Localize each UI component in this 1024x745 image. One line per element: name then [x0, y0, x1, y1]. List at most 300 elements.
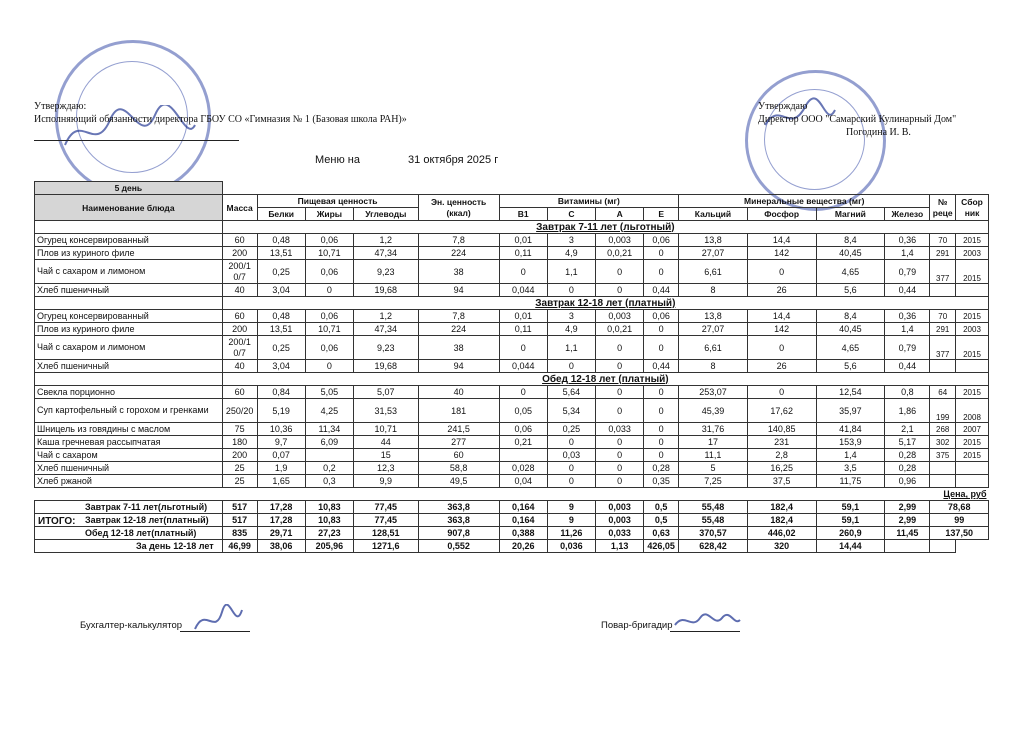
- totals-value: 17,28: [257, 514, 305, 527]
- cell-value: 0,21: [499, 436, 547, 449]
- cell-value: 0: [596, 475, 644, 488]
- cell-value: 0,11: [499, 247, 547, 260]
- cell-value: 12,54: [816, 386, 885, 399]
- totals-value: 0,388: [499, 527, 547, 540]
- cell-value: 15: [353, 449, 418, 462]
- col-sub-header: Белки: [257, 208, 305, 221]
- cell-value: 10,71: [305, 323, 353, 336]
- cell-value: 0: [547, 436, 595, 449]
- cell-value: [930, 284, 956, 297]
- cell-value: 94: [418, 284, 499, 297]
- day-total-value: 320: [747, 540, 816, 553]
- cell-value: 12,3: [353, 462, 418, 475]
- cell-value: 11,75: [816, 475, 885, 488]
- cell-value: 4,65: [816, 336, 885, 360]
- totals-value: 11,26: [547, 527, 595, 540]
- cell-value: 200: [222, 247, 257, 260]
- table-row: [35, 323, 989, 336]
- cell-value: 3: [547, 310, 595, 323]
- dish-name: Хлеб ржаной: [35, 475, 223, 488]
- cell-value: 1,1: [547, 336, 595, 360]
- cell-value: 0,06: [644, 310, 679, 323]
- cell-value: 180: [222, 436, 257, 449]
- cell-value: 0,0,21: [596, 247, 644, 260]
- cell-value: 0,36: [885, 310, 930, 323]
- cell-value: 241,5: [418, 423, 499, 436]
- cell-value: 41,84: [816, 423, 885, 436]
- day-total-value: 20,26: [499, 540, 547, 553]
- cell-value: [956, 284, 989, 297]
- cell-value: 231: [747, 436, 816, 449]
- cell-value: 14,4: [747, 310, 816, 323]
- dish-name: Огурец консервированный: [35, 310, 223, 323]
- cell-value: 0,48: [257, 310, 305, 323]
- cell-value: 2015: [956, 449, 989, 462]
- cell-value: 291: [930, 323, 956, 336]
- totals-value: 0,5: [644, 501, 679, 514]
- day-total-value: 0,036: [547, 540, 595, 553]
- cell-value: 26: [747, 284, 816, 297]
- cell-value: 6,61: [679, 336, 748, 360]
- approval-block-left: [34, 100, 407, 126]
- cell-value: 7,25: [679, 475, 748, 488]
- cell-value: 44: [353, 436, 418, 449]
- cell-value: 0,28: [885, 449, 930, 462]
- menu-date: 31 октября 2025 г: [408, 154, 499, 166]
- col-vitamins-header: Витамины (мг): [499, 195, 678, 208]
- dish-name: Плов из куриного филе: [35, 323, 223, 336]
- cell-value: 377: [930, 260, 956, 284]
- section-title: Обед 12-18 лет (платный): [222, 373, 988, 386]
- col-sub-header: Жиры: [305, 208, 353, 221]
- cell-value: 70: [930, 310, 956, 323]
- cell-value: 8: [679, 284, 748, 297]
- totals-label-cell: [35, 527, 223, 540]
- empty-cell: [930, 540, 956, 553]
- day-total-value: 0,552: [418, 540, 499, 553]
- cell-value: 13,51: [257, 323, 305, 336]
- cell-value: 0,003: [596, 310, 644, 323]
- day-label: 5 день: [35, 182, 223, 195]
- cell-value: 0,04: [499, 475, 547, 488]
- cell-value: 40,45: [816, 323, 885, 336]
- totals-value: 907,8: [418, 527, 499, 540]
- cell-value: 9,23: [353, 336, 418, 360]
- cell-value: 0,96: [885, 475, 930, 488]
- cell-value: 60: [222, 234, 257, 247]
- dish-name: Суп картофельный с горохом и гренками: [35, 399, 223, 423]
- cell-value: 47,34: [353, 247, 418, 260]
- cell-value: 40: [222, 284, 257, 297]
- cell-value: 19,68: [353, 284, 418, 297]
- cell-value: 5,6: [816, 360, 885, 373]
- cell-value: 49,5: [418, 475, 499, 488]
- totals-value: 363,8: [418, 514, 499, 527]
- cell-value: 6,09: [305, 436, 353, 449]
- col-energy-header: Эн. ценность (ккал): [418, 195, 499, 221]
- day-total-value: 1,13: [596, 540, 644, 553]
- cell-value: 0,01: [499, 310, 547, 323]
- cell-value: 377: [930, 336, 956, 360]
- totals-value: 2,99: [885, 514, 930, 527]
- cell-value: 0,44: [644, 284, 679, 297]
- day-total-value: 205,96: [305, 540, 353, 553]
- day-total-value: 628,42: [679, 540, 748, 553]
- cell-value: 0,79: [885, 336, 930, 360]
- cell-value: 0: [644, 423, 679, 436]
- price-value: 99: [930, 514, 989, 527]
- table-row: [35, 284, 989, 297]
- totals-value: 182,4: [747, 501, 816, 514]
- empty-cell: [885, 540, 930, 553]
- menu-title: [315, 154, 498, 166]
- cell-value: 0,003: [596, 234, 644, 247]
- cell-value: 4,25: [305, 399, 353, 423]
- cell-value: [930, 462, 956, 475]
- cell-value: 0,06: [644, 234, 679, 247]
- cell-value: 58,8: [418, 462, 499, 475]
- col-collection-header: Сбор ник: [956, 195, 989, 221]
- cell-value: 200: [222, 323, 257, 336]
- section-title: Завтрак 7-11 лет (льготный): [222, 221, 988, 234]
- cell-value: 0,28: [885, 462, 930, 475]
- cell-value: 181: [418, 399, 499, 423]
- totals-row: [35, 501, 989, 514]
- cell-value: 0: [644, 260, 679, 284]
- cell-value: 16,25: [747, 462, 816, 475]
- cell-value: 5,07: [353, 386, 418, 399]
- totals-label: Завтрак 7-11 лет(льготный): [85, 502, 208, 512]
- cell-value: 0,28: [644, 462, 679, 475]
- cell-value: 2015: [956, 386, 989, 399]
- cell-value: 0: [596, 284, 644, 297]
- cell-value: 4,9: [547, 323, 595, 336]
- totals-value: 77,45: [353, 501, 418, 514]
- cell-value: 10,71: [353, 423, 418, 436]
- cell-value: 200: [222, 449, 257, 462]
- col-sub-header: Кальций: [679, 208, 748, 221]
- cell-value: 11,1: [679, 449, 748, 462]
- cell-value: 0: [547, 360, 595, 373]
- col-sub-header: A: [596, 208, 644, 221]
- cell-value: 0: [644, 436, 679, 449]
- cell-value: [930, 360, 956, 373]
- totals-value: 9: [547, 514, 595, 527]
- cell-value: 0: [644, 399, 679, 423]
- cell-value: 40: [418, 386, 499, 399]
- cell-value: 0,01: [499, 234, 547, 247]
- cell-value: 38: [418, 260, 499, 284]
- cell-value: 0,06: [499, 423, 547, 436]
- cell-value: 1,65: [257, 475, 305, 488]
- cell-value: 5: [679, 462, 748, 475]
- table-row: [35, 260, 989, 284]
- totals-value: 260,9: [816, 527, 885, 540]
- totals-value: 2,99: [885, 501, 930, 514]
- day-total-value: 426,05: [644, 540, 679, 553]
- cell-value: 0,25: [257, 336, 305, 360]
- totals-value: 517: [222, 514, 257, 527]
- cell-value: 0,06: [305, 234, 353, 247]
- table-row: [35, 449, 989, 462]
- cell-value: 17,62: [747, 399, 816, 423]
- totals-value: 27,23: [305, 527, 353, 540]
- col-minerals-header: Минеральные вещества (мг): [679, 195, 930, 208]
- cell-value: 13,51: [257, 247, 305, 260]
- price-header: Цена, руб: [943, 489, 987, 499]
- col-sub-header: Углеводы: [353, 208, 418, 221]
- cell-value: 0: [596, 386, 644, 399]
- table-row: [35, 475, 989, 488]
- cell-value: 31,76: [679, 423, 748, 436]
- cell-value: 0,11: [499, 323, 547, 336]
- cell-value: [930, 475, 956, 488]
- cell-value: 0,44: [644, 360, 679, 373]
- cell-value: 2007: [956, 423, 989, 436]
- cell-value: 0,2: [305, 462, 353, 475]
- price-value: 137,50: [930, 527, 989, 540]
- cell-value: 0,044: [499, 284, 547, 297]
- menu-table: [34, 181, 989, 553]
- cell-value: 0,033: [596, 423, 644, 436]
- cell-value: 4,65: [816, 260, 885, 284]
- col-mass-header: Масса: [222, 195, 257, 221]
- totals-row: [35, 527, 989, 540]
- cell-value: 35,97: [816, 399, 885, 423]
- cell-value: 302: [930, 436, 956, 449]
- totals-value: 55,48: [679, 514, 748, 527]
- cell-value: 0,06: [305, 336, 353, 360]
- col-sub-header: Железо: [885, 208, 930, 221]
- cell-value: 2,8: [747, 449, 816, 462]
- cell-value: 2015: [956, 310, 989, 323]
- cell-value: 13,8: [679, 234, 748, 247]
- col-sub-header: Магний: [816, 208, 885, 221]
- totals-value: 363,8: [418, 501, 499, 514]
- day-total-label: За день 12-18 лет: [35, 540, 223, 553]
- table-row: [35, 310, 989, 323]
- cell-value: 291: [930, 247, 956, 260]
- cell-value: 94: [418, 360, 499, 373]
- cell-value: 40,45: [816, 247, 885, 260]
- cell-value: 0,07: [257, 449, 305, 462]
- cell-value: 0: [644, 449, 679, 462]
- totals-value: 0,5: [644, 514, 679, 527]
- cell-value: 7,8: [418, 234, 499, 247]
- cell-value: 0: [305, 360, 353, 373]
- cell-value: 3: [547, 234, 595, 247]
- cell-value: 200/10/7: [222, 260, 257, 284]
- table-row: [35, 336, 989, 360]
- dish-name: Плов из куриного филе: [35, 247, 223, 260]
- totals-value: 0,033: [596, 527, 644, 540]
- cell-value: 0: [596, 360, 644, 373]
- cell-value: 199: [930, 399, 956, 423]
- cell-value: 0,06: [305, 310, 353, 323]
- dish-name: Чай с сахаром: [35, 449, 223, 462]
- cell-value: [956, 475, 989, 488]
- table-row: [35, 423, 989, 436]
- cell-value: 0,25: [547, 423, 595, 436]
- cell-value: 0,028: [499, 462, 547, 475]
- signature-line-left: [34, 140, 239, 141]
- cell-value: 11,34: [305, 423, 353, 436]
- cell-value: [956, 462, 989, 475]
- cell-value: 25: [222, 462, 257, 475]
- cell-value: 8: [679, 360, 748, 373]
- day-total-value: 14,44: [816, 540, 885, 553]
- totals-label-cell: ИТОГО: Завтрак 7-11 лет(льготный): [35, 501, 223, 514]
- cell-value: 277: [418, 436, 499, 449]
- cell-value: 0: [747, 386, 816, 399]
- cell-value: 0: [596, 449, 644, 462]
- totals-value: 0,63: [644, 527, 679, 540]
- cell-value: 0,8: [885, 386, 930, 399]
- day-total-row: [35, 540, 989, 553]
- approve-label: Утверждаю:: [34, 101, 87, 112]
- cell-value: 2003: [956, 247, 989, 260]
- cell-value: 40: [222, 360, 257, 373]
- accountant-label: Бухгалтер-калькулятор: [80, 620, 183, 631]
- totals-value: 182,4: [747, 514, 816, 527]
- section-title: Завтрак 12-18 лет (платный): [222, 297, 988, 310]
- dish-name: Хлеб пшеничный: [35, 360, 223, 373]
- totals-value: 370,57: [679, 527, 748, 540]
- cell-value: 8,4: [816, 234, 885, 247]
- cell-value: 2015: [956, 234, 989, 247]
- cell-value: 0: [747, 336, 816, 360]
- cell-value: 1,4: [816, 449, 885, 462]
- table-row: [35, 234, 989, 247]
- cell-value: 0: [547, 475, 595, 488]
- cell-value: 5,17: [885, 436, 930, 449]
- cell-value: 3,04: [257, 360, 305, 373]
- cell-value: 9,9: [353, 475, 418, 488]
- cell-value: 5,6: [816, 284, 885, 297]
- cell-value: 1,1: [547, 260, 595, 284]
- accountant-signature: [190, 604, 245, 639]
- table-row: [35, 399, 989, 423]
- dish-name: Хлеб пшеничный: [35, 284, 223, 297]
- cell-value: 0,44: [885, 360, 930, 373]
- cell-value: 1,2: [353, 234, 418, 247]
- cell-value: 27,07: [679, 247, 748, 260]
- cell-value: 0: [499, 336, 547, 360]
- cell-value: 1,9: [257, 462, 305, 475]
- dish-name: Свекла порционно: [35, 386, 223, 399]
- cell-value: 2,1: [885, 423, 930, 436]
- cell-value: 8,4: [816, 310, 885, 323]
- col-sub-header: Фосфор: [747, 208, 816, 221]
- cell-value: 2008: [956, 399, 989, 423]
- cell-value: 0: [547, 284, 595, 297]
- col-nutrition-header: Пищевая ценность: [257, 195, 418, 208]
- cell-value: 0: [499, 260, 547, 284]
- cell-value: 60: [222, 386, 257, 399]
- cell-value: 0,3: [305, 475, 353, 488]
- cell-value: 3,5: [816, 462, 885, 475]
- cell-value: 0: [644, 336, 679, 360]
- cell-value: 142: [747, 323, 816, 336]
- dish-name: Чай с сахаром и лимоном: [35, 336, 223, 360]
- cell-value: 0,84: [257, 386, 305, 399]
- cell-value: 14,4: [747, 234, 816, 247]
- cell-value: 140,85: [747, 423, 816, 436]
- cell-value: 25: [222, 475, 257, 488]
- cell-value: 0,48: [257, 234, 305, 247]
- cell-value: 10,36: [257, 423, 305, 436]
- cell-value: 75: [222, 423, 257, 436]
- cell-value: 6,61: [679, 260, 748, 284]
- cell-value: 0,44: [885, 284, 930, 297]
- cell-value: 17: [679, 436, 748, 449]
- cell-value: 1,4: [885, 323, 930, 336]
- totals-value: 0,164: [499, 501, 547, 514]
- cell-value: 0,36: [885, 234, 930, 247]
- cell-value: 375: [930, 449, 956, 462]
- cell-value: 0: [747, 260, 816, 284]
- day-total-value: 38,06: [257, 540, 305, 553]
- cell-value: 0: [596, 260, 644, 284]
- cell-value: 0,0,21: [596, 323, 644, 336]
- totals-value: 59,1: [816, 514, 885, 527]
- cell-value: 2015: [956, 436, 989, 449]
- cell-value: 0: [499, 386, 547, 399]
- cell-value: 7,8: [418, 310, 499, 323]
- totals-value: 0,003: [596, 501, 644, 514]
- cell-value: [956, 360, 989, 373]
- cell-value: 1,4: [885, 247, 930, 260]
- dish-name: Каша гречневая рассыпчатая: [35, 436, 223, 449]
- spacer: [35, 488, 930, 501]
- day-total-value: 46,99: [222, 540, 257, 553]
- dish-name: Огурец консервированный: [35, 234, 223, 247]
- cell-value: 70: [930, 234, 956, 247]
- totals-value: 835: [222, 527, 257, 540]
- approver-title: Директор ООО "Самарский Кулинарный Дом": [758, 114, 957, 125]
- totals-value: 10,83: [305, 501, 353, 514]
- totals-value: 10,83: [305, 514, 353, 527]
- totals-row: [35, 514, 989, 527]
- totals-value: 77,45: [353, 514, 418, 527]
- cell-value: 0,79: [885, 260, 930, 284]
- table-row: [35, 436, 989, 449]
- totals-value: 0,164: [499, 514, 547, 527]
- approve-label: Утверждаю: [758, 101, 808, 112]
- totals-label: Обед 12-18 лет(платный): [85, 528, 197, 538]
- approver-name: Погодина И. В.: [846, 127, 911, 138]
- table-row: [35, 247, 989, 260]
- totals-value: 128,51: [353, 527, 418, 540]
- cell-value: 1,2: [353, 310, 418, 323]
- price-value: 78,68: [930, 501, 989, 514]
- col-dish-header: Наименование блюда: [35, 195, 223, 221]
- approver-title: Исполняющий обязанности директора ГБОУ СО «Гимназия № 1 (Базовая школа РАН)»: [34, 114, 407, 125]
- cell-value: [499, 449, 547, 462]
- cell-value: 0,03: [547, 449, 595, 462]
- chef-label: Повар-бригадир: [601, 620, 673, 631]
- cell-value: 5,05: [305, 386, 353, 399]
- cell-value: 224: [418, 247, 499, 260]
- cell-value: [305, 449, 353, 462]
- col-sub-header: B1: [499, 208, 547, 221]
- cell-value: 0: [644, 386, 679, 399]
- cell-value: 0,05: [499, 399, 547, 423]
- cell-value: 0: [596, 336, 644, 360]
- approval-block-right: [758, 100, 956, 139]
- cell-value: 250/20: [222, 399, 257, 423]
- totals-value: 11,45: [885, 527, 930, 540]
